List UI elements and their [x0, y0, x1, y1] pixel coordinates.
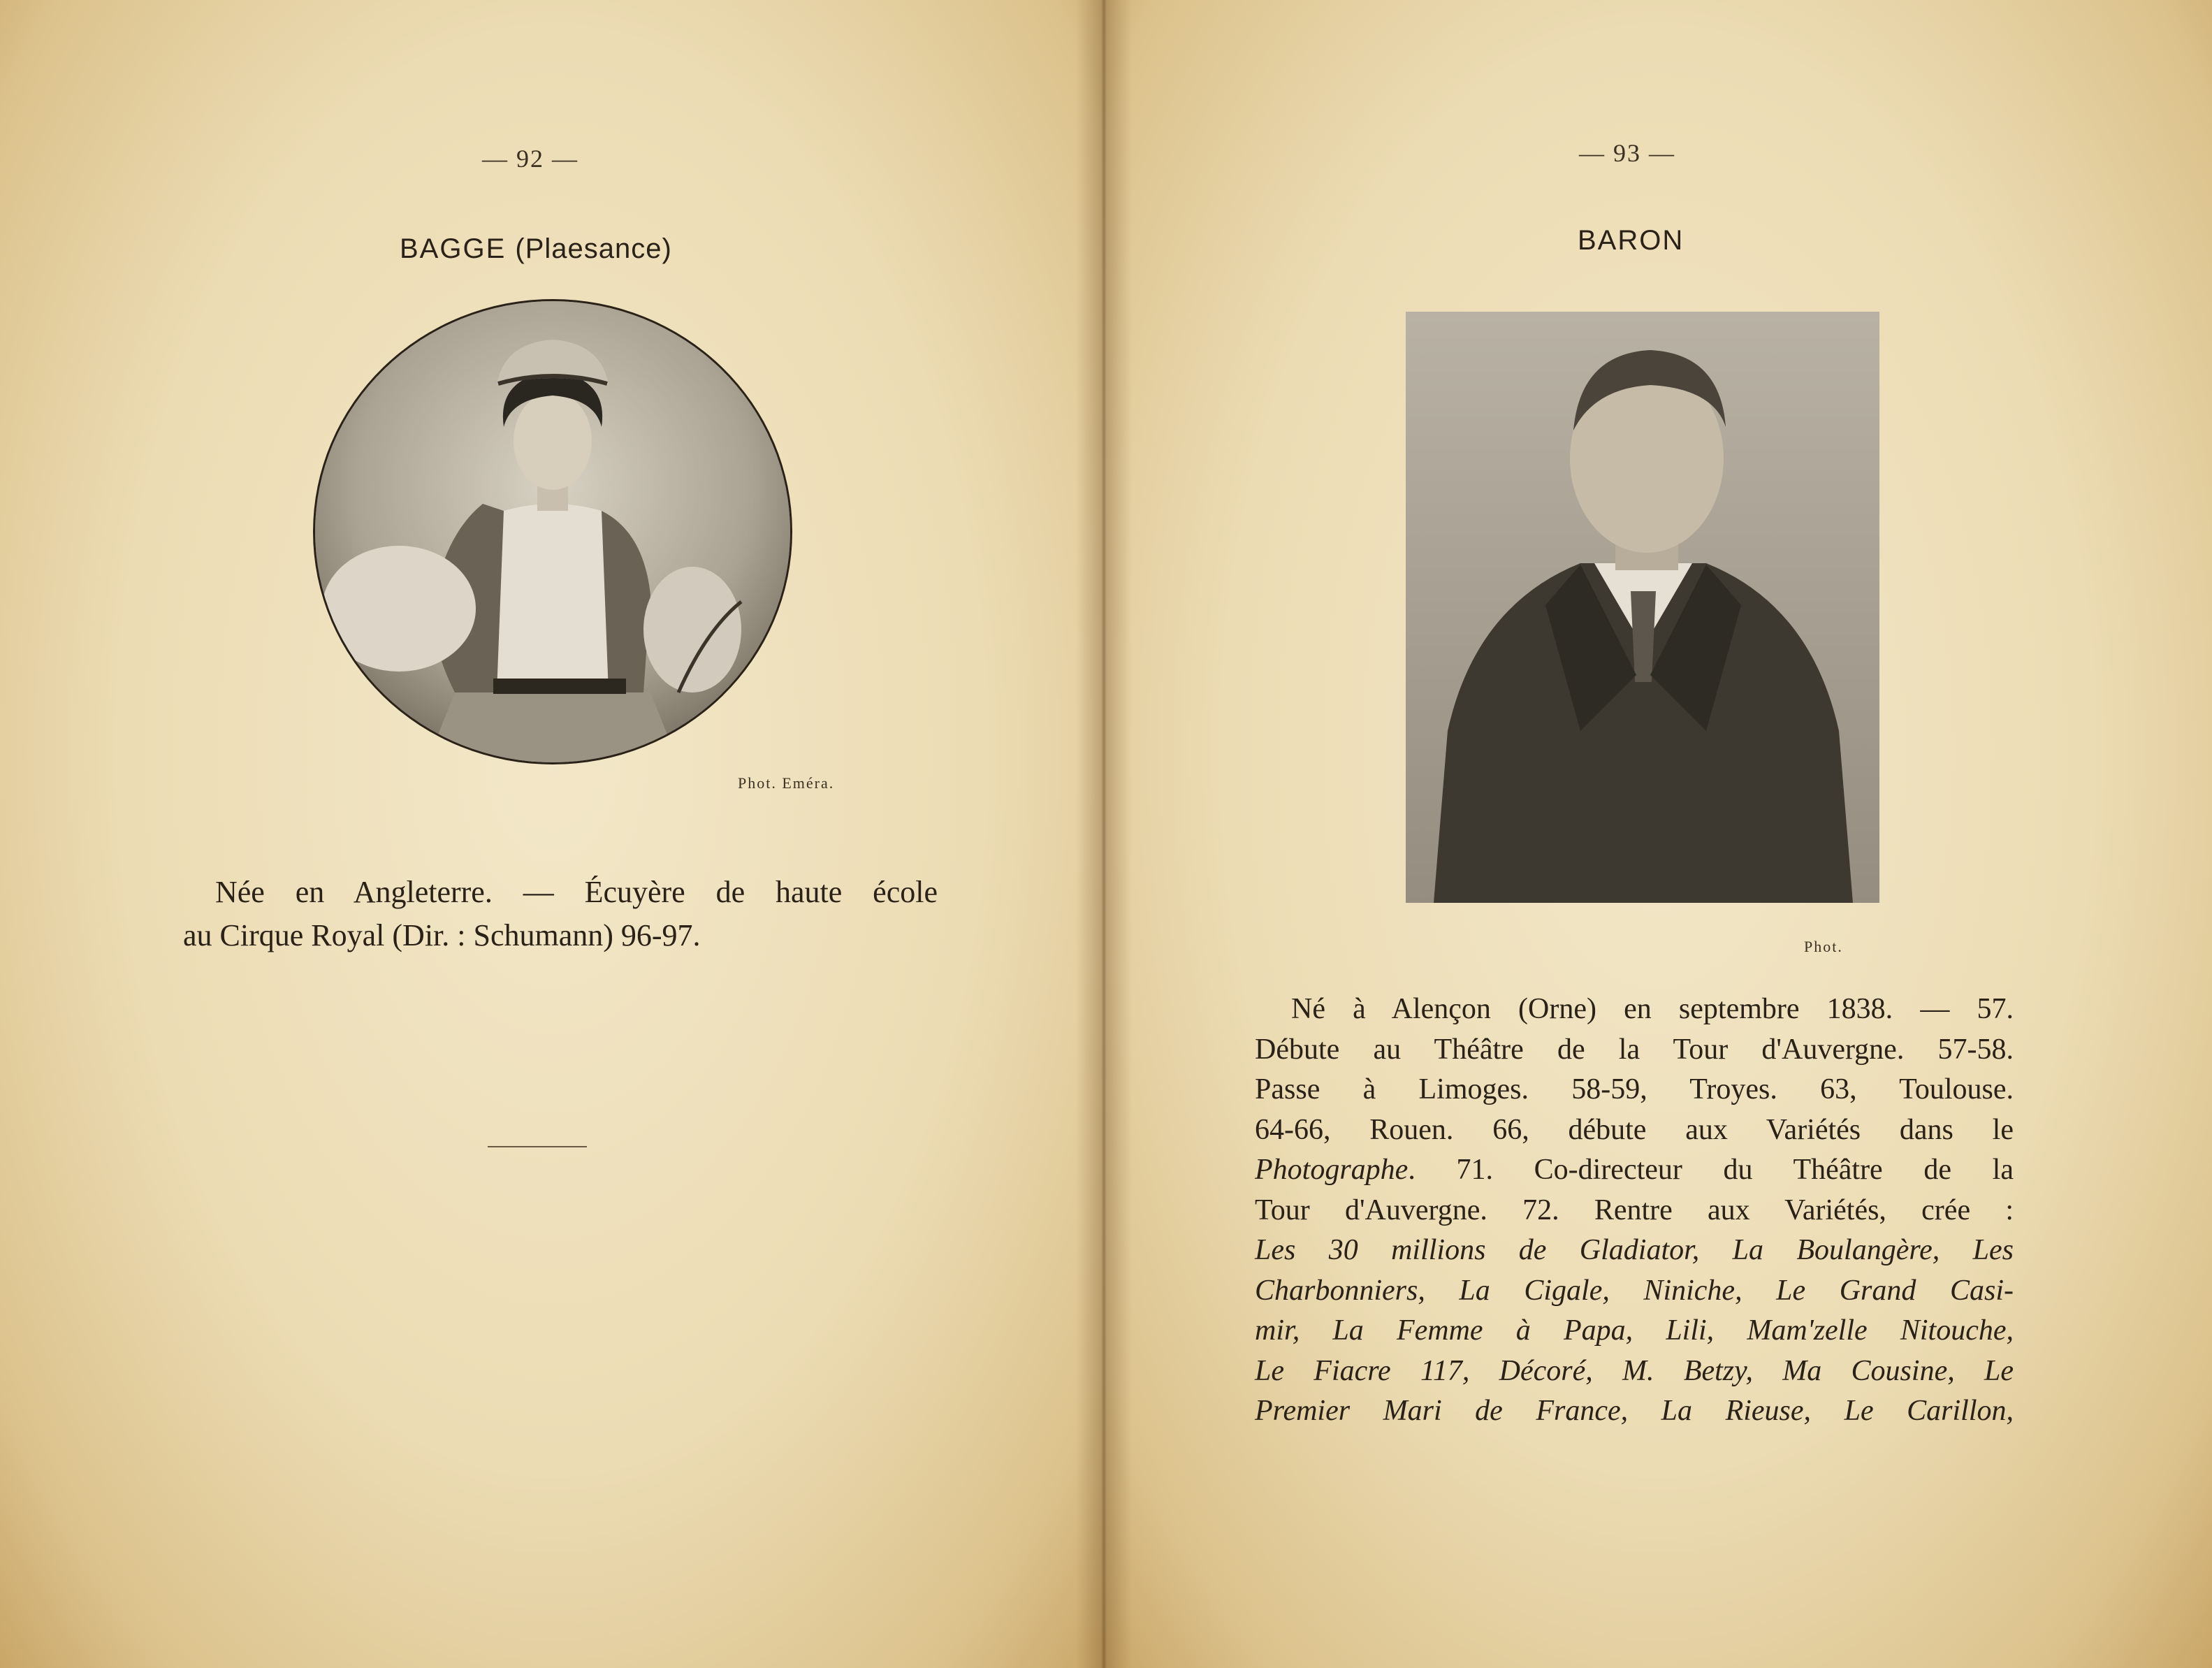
section-divider-rule: [488, 1146, 587, 1147]
portrait-man-illustration: [1406, 312, 1879, 903]
entry-text-line: au Cirque Royal (Dir. : Schumann) 96-97.: [183, 918, 701, 952]
entry-text-baron: [1255, 989, 2014, 1432]
text-run: Débute au Théâtre de la Tour d'Auvergne. 57-58.: [1255, 1033, 2014, 1066]
page-number-left: — 92 —: [482, 145, 579, 173]
text-run: . 71. Co-directeur du Théâtre de la: [1408, 1154, 2014, 1186]
entry-text-bagge: [183, 871, 938, 957]
entry-given-name: (Plaesance): [515, 233, 672, 264]
entry-text-line: [1255, 1391, 2014, 1432]
entry-text-line: [1255, 1271, 2014, 1312]
portrait-photo-baron: [1406, 312, 1879, 903]
text-run: 64-66, Rouen. 66, débute aux Variétés dans le: [1255, 1113, 2014, 1146]
entry-text-line: [1255, 1231, 2014, 1271]
text-run: Tour d'Auvergne. 72. Rentre aux Variétés, crée :: [1255, 1194, 2014, 1226]
italic-title-run: Photographe: [1255, 1154, 1409, 1186]
entry-surname-bagge: BAGGE: [400, 233, 507, 264]
text-run: Passe à Limoges. 58-59, Troyes. 63, Toulouse.: [1255, 1073, 2014, 1105]
italic-title-run: Premier Mari de France, La Rieuse, Le Carillon,: [1255, 1395, 2014, 1427]
page-number-right: — 93 —: [1579, 139, 1675, 167]
entry-text-line: Née en Angleterre. — Écuyère de haute école: [215, 875, 938, 909]
entry-name-left: [400, 233, 672, 265]
book-gutter: [1076, 0, 1132, 1668]
entry-text-line: [1255, 1311, 2014, 1351]
italic-title-run: mir, La Femme à Papa, Lili, Mam'zelle Nitouche,: [1255, 1314, 2014, 1347]
left-page: [0, 0, 1104, 1668]
portrait-woman-illustration: [315, 301, 790, 762]
portrait-photo-bagge: [313, 299, 792, 764]
photo-credit-left: Phot. Eméra.: [738, 774, 835, 792]
entry-name-right: BARON: [1578, 225, 1685, 256]
photo-credit-right: Phot.: [1804, 938, 1843, 955]
entry-text-line: [1255, 1110, 2014, 1151]
entry-text-line: [1255, 1150, 2014, 1191]
entry-text-line: [1255, 1191, 2014, 1231]
italic-title-run: Le Fiacre 117, Décoré, M. Betzy, Ma Cousine, Le: [1255, 1354, 2014, 1387]
entry-text-line: [1255, 989, 2014, 1030]
entry-text-line: [1255, 1070, 2014, 1110]
italic-title-run: Charbonniers, La Cigale, Niniche, Le Grand Casi-: [1255, 1274, 2014, 1307]
italic-title-run: Les 30 millions de Gladiator, La Boulangère, Les: [1255, 1234, 2014, 1266]
text-run: Né à Alençon (Orne) en septembre 1838. — 57.: [1291, 993, 2014, 1025]
entry-text-line: [1255, 1351, 2014, 1392]
entry-text-line: [1255, 1030, 2014, 1071]
